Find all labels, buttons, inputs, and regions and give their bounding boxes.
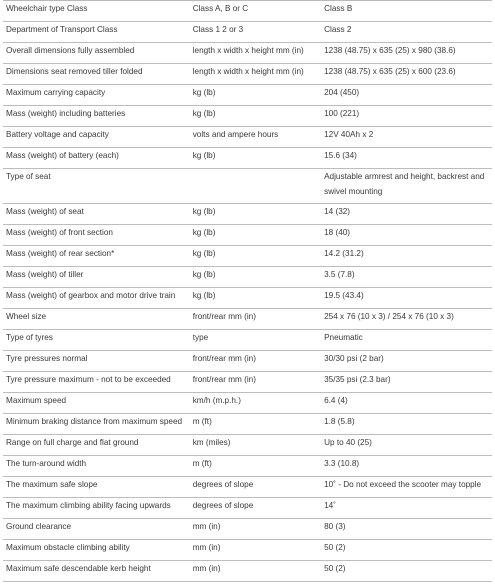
spec-value: 3.5 (7.8) <box>324 270 355 279</box>
spec-row <box>3 267 492 288</box>
spec-label: Dimensions seat removed tiller folded <box>6 67 143 76</box>
spec-row <box>3 85 492 106</box>
spec-label: The maximum climbing ability facing upwards <box>6 501 171 510</box>
spec-row <box>3 477 492 498</box>
spec-value: 100 (221) <box>324 109 360 118</box>
spec-value: Class B <box>324 4 353 13</box>
spec-row <box>3 456 492 477</box>
spec-value: 1238 (48.75) x 635 (25) x 980 (38.6) <box>324 46 456 55</box>
spec-value: 18 (40) <box>324 228 351 237</box>
spec-unit: length x width x height mm (in) <box>192 67 304 76</box>
spec-unit: mm (in) <box>192 564 221 573</box>
spec-value: 15.6 (34) <box>324 151 357 160</box>
spec-value: 204 (450) <box>324 88 360 97</box>
spec-label: Maximum obstacle climbing ability <box>6 543 130 552</box>
spec-label: Mass (weight) of battery (each) <box>6 151 119 160</box>
spec-label: Tyre pressure maximum - not to be exceeded <box>6 375 171 384</box>
spec-unit: kg (lb) <box>192 151 216 160</box>
spec-unit: km (miles) <box>192 438 231 447</box>
spec-value: 3.3 (10.8) <box>324 459 360 468</box>
spec-row <box>3 106 492 127</box>
spec-label: Range on full charge and flat ground <box>6 438 139 447</box>
spec-unit: front/rear mm (in) <box>192 312 256 321</box>
spec-unit: m (ft) <box>192 459 212 468</box>
spec-row <box>3 393 492 414</box>
spec-value: 1.8 (5.8) <box>324 417 355 426</box>
spec-value: Class 2 <box>324 25 352 34</box>
spec-unit: degrees of slope <box>192 501 254 510</box>
spec-unit: front/rear mm (in) <box>192 375 256 384</box>
spec-row <box>3 498 492 519</box>
spec-unit: Class A, B or C <box>192 4 249 13</box>
spec-label: Mass (weight) of front section <box>6 228 113 237</box>
spec-row <box>3 127 492 148</box>
spec-label: Maximum speed <box>6 396 67 405</box>
spec-label: Type of seat <box>6 172 51 181</box>
spec-value: 1238 (48.75) x 635 (25) x 600 (23.6) <box>324 67 456 76</box>
spec-row <box>3 351 492 372</box>
specification-table <box>3 0 492 582</box>
spec-row <box>3 246 492 267</box>
spec-value: 50 (2) <box>324 564 346 573</box>
spec-unit: kg (lb) <box>192 207 216 216</box>
spec-label: Department of Transport Class <box>6 25 118 34</box>
spec-row <box>3 330 492 351</box>
spec-value: 14˚ <box>324 501 336 510</box>
spec-unit: volts and ampere hours <box>192 130 279 139</box>
spec-unit: degrees of slope <box>192 480 254 489</box>
spec-label: Mass (weight) of seat <box>6 207 84 216</box>
spec-unit: mm (in) <box>192 543 221 552</box>
spec-row <box>3 1 492 22</box>
spec-unit: mm (in) <box>192 522 221 531</box>
spec-value: 35/35 psi (2.3 bar) <box>324 375 391 384</box>
spec-value: Pneumatic <box>324 333 363 342</box>
spec-label: Battery voltage and capacity <box>6 130 109 139</box>
spec-row <box>3 169 492 204</box>
spec-row <box>3 309 492 330</box>
spec-value: 14.2 (31.2) <box>324 249 364 258</box>
spec-value: 19.5 (43.4) <box>324 291 364 300</box>
spec-row <box>3 414 492 435</box>
spec-unit: Class 1 2 or 3 <box>192 25 244 34</box>
spec-unit: type <box>192 333 209 342</box>
spec-label: Tyre pressures normal <box>6 354 88 363</box>
spec-unit: kg (lb) <box>192 228 216 237</box>
spec-row <box>3 204 492 225</box>
spec-unit: kg (lb) <box>192 88 216 97</box>
spec-row <box>3 22 492 43</box>
spec-row <box>3 148 492 169</box>
spec-value: 14 (32) <box>324 207 351 216</box>
spec-value: Adjustable armrest and height, backrest and swivel mounting <box>324 172 485 196</box>
spec-value: 50 (2) <box>324 543 346 552</box>
spec-unit: kg (lb) <box>192 249 216 258</box>
spec-label: Maximum carrying capacity <box>6 88 106 97</box>
spec-label: Type of tyres <box>6 333 53 342</box>
spec-value: Up to 40 (25) <box>324 438 372 447</box>
spec-label: Ground clearance <box>6 522 72 531</box>
spec-label: Mass (weight) of gearbox and motor drive train <box>6 291 176 300</box>
spec-label: Wheelchair type Class <box>6 4 88 13</box>
spec-row <box>3 435 492 456</box>
spec-label: Minimum braking distance from maximum speed <box>6 417 183 426</box>
spec-unit: m (ft) <box>192 417 212 426</box>
spec-label: The maximum safe slope <box>6 480 98 489</box>
spec-unit <box>190 169 321 203</box>
spec-unit: kg (lb) <box>192 109 216 118</box>
spec-value: 10˚ - Do not exceed the scooter may topple <box>324 480 482 489</box>
spec-value: 12V 40Ah x 2 <box>324 130 374 139</box>
spec-value: 30/30 psi (2 bar) <box>324 354 384 363</box>
spec-value: 6.4 (4) <box>324 396 348 405</box>
spec-label: Mass (weight) of tiller <box>6 270 84 279</box>
spec-row <box>3 540 492 561</box>
spec-row <box>3 288 492 309</box>
spec-unit: kg (lb) <box>192 270 216 279</box>
spec-unit: front/rear mm (in) <box>192 354 256 363</box>
spec-row <box>3 43 492 64</box>
spec-label: Maximum safe descendable kerb height <box>6 564 151 573</box>
spec-unit: kg (lb) <box>192 291 216 300</box>
spec-row <box>3 225 492 246</box>
spec-label: Mass (weight) including batteries <box>6 109 126 118</box>
spec-row <box>3 372 492 393</box>
spec-unit: km/h (m.p.h.) <box>192 396 241 405</box>
spec-value: 80 (3) <box>324 522 346 531</box>
spec-value: 254 x 76 (10 x 3) / 254 x 76 (10 x 3) <box>324 312 454 321</box>
spec-label: Overall dimensions fully assembled <box>6 46 135 55</box>
spec-unit: length x width x height mm (in) <box>192 46 304 55</box>
spec-label: Wheel size <box>6 312 47 321</box>
spec-row <box>3 64 492 85</box>
spec-row <box>3 561 492 582</box>
spec-row <box>3 519 492 540</box>
spec-label: Mass (weight) of rear section* <box>6 249 115 258</box>
spec-label: The turn-around width <box>6 459 87 468</box>
